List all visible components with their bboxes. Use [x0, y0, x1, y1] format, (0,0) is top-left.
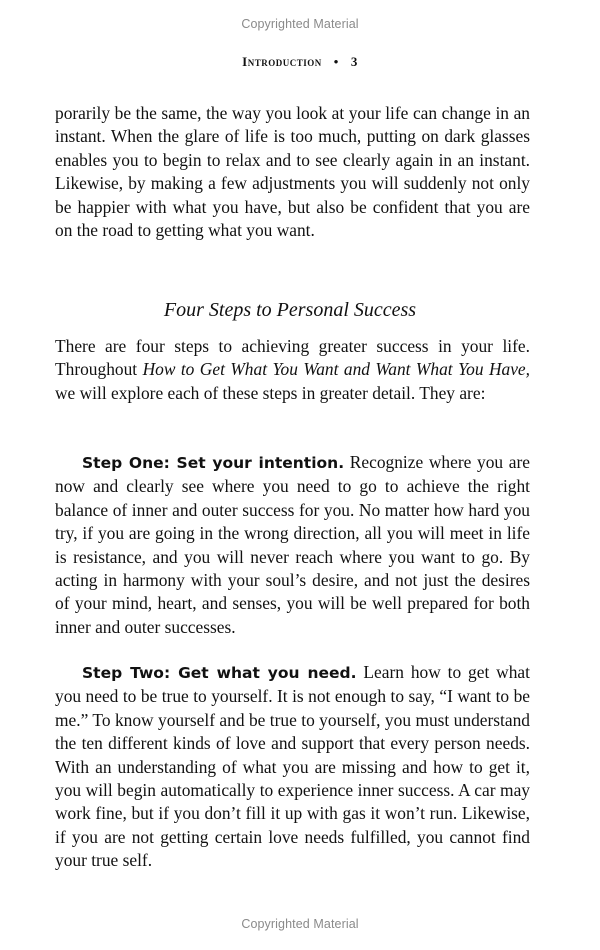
step-one-text: Recognize where you are now and clearly see where you need to go to achieve the right balance of inner and outer success for you. No matter how hard you try, if you are going in the wrong direction, all you will meet in life is resistance, and you will never reach where you want to go. By acting in harmony with your soul’s desire, and not just the desires of your mind, heart, and senses, you will be well prepared for both inner and outer successes.	[55, 452, 530, 637]
step-one-label: Step One: Set your intention.	[82, 454, 345, 472]
copyright-watermark-bottom: Copyrighted Material	[241, 917, 359, 931]
intro-text-after: we will explore each of these steps in greater detail. They are:	[55, 382, 486, 403]
intro-text-before: There are four steps to achieving greater success in your life. Throughout	[55, 336, 530, 380]
running-head	[0, 54, 600, 70]
step-two-paragraph	[55, 661, 530, 873]
step-one-paragraph	[55, 451, 530, 639]
running-head-separator: •	[333, 54, 339, 69]
book-title: How to Get What You Want and Want What You Have,	[142, 359, 530, 380]
copyright-watermark-top: Copyrighted Material	[241, 17, 359, 31]
page-number: 3	[350, 54, 358, 69]
running-head-section: Introduction	[242, 54, 322, 69]
paragraph-continuation: porarily be the same, the way you look at your life can change in an instant. When the glare of life is too much, putting on dark glasses enables you to begin to relax and to see clearly again in an instant. Likewise, by making a few adjustments you will suddenly not only be happier with what you have, but also be confident that you are on the road to getting what you want.	[55, 103, 530, 241]
step-two-text: Learn how to get what you need to be true to yourself. It is not enough to say, “I want to be me.” To know yourself and be true to yourself, you must understand the ten different kinds of love and support that every person needs. With an understanding of what you are missing and how to get it, you will begin automatically to experience inner success. A car may work fine, but if you don’t fill it up with gas it won’t run. Likewise, if you are not getting certain love needs fulfilled, you cannot find your true self.	[55, 662, 530, 871]
step-two-label: Step Two: Get what you need.	[82, 664, 357, 682]
section-heading: Four Steps to Personal Success	[163, 299, 417, 321]
paragraph-four-steps-intro	[55, 335, 530, 405]
